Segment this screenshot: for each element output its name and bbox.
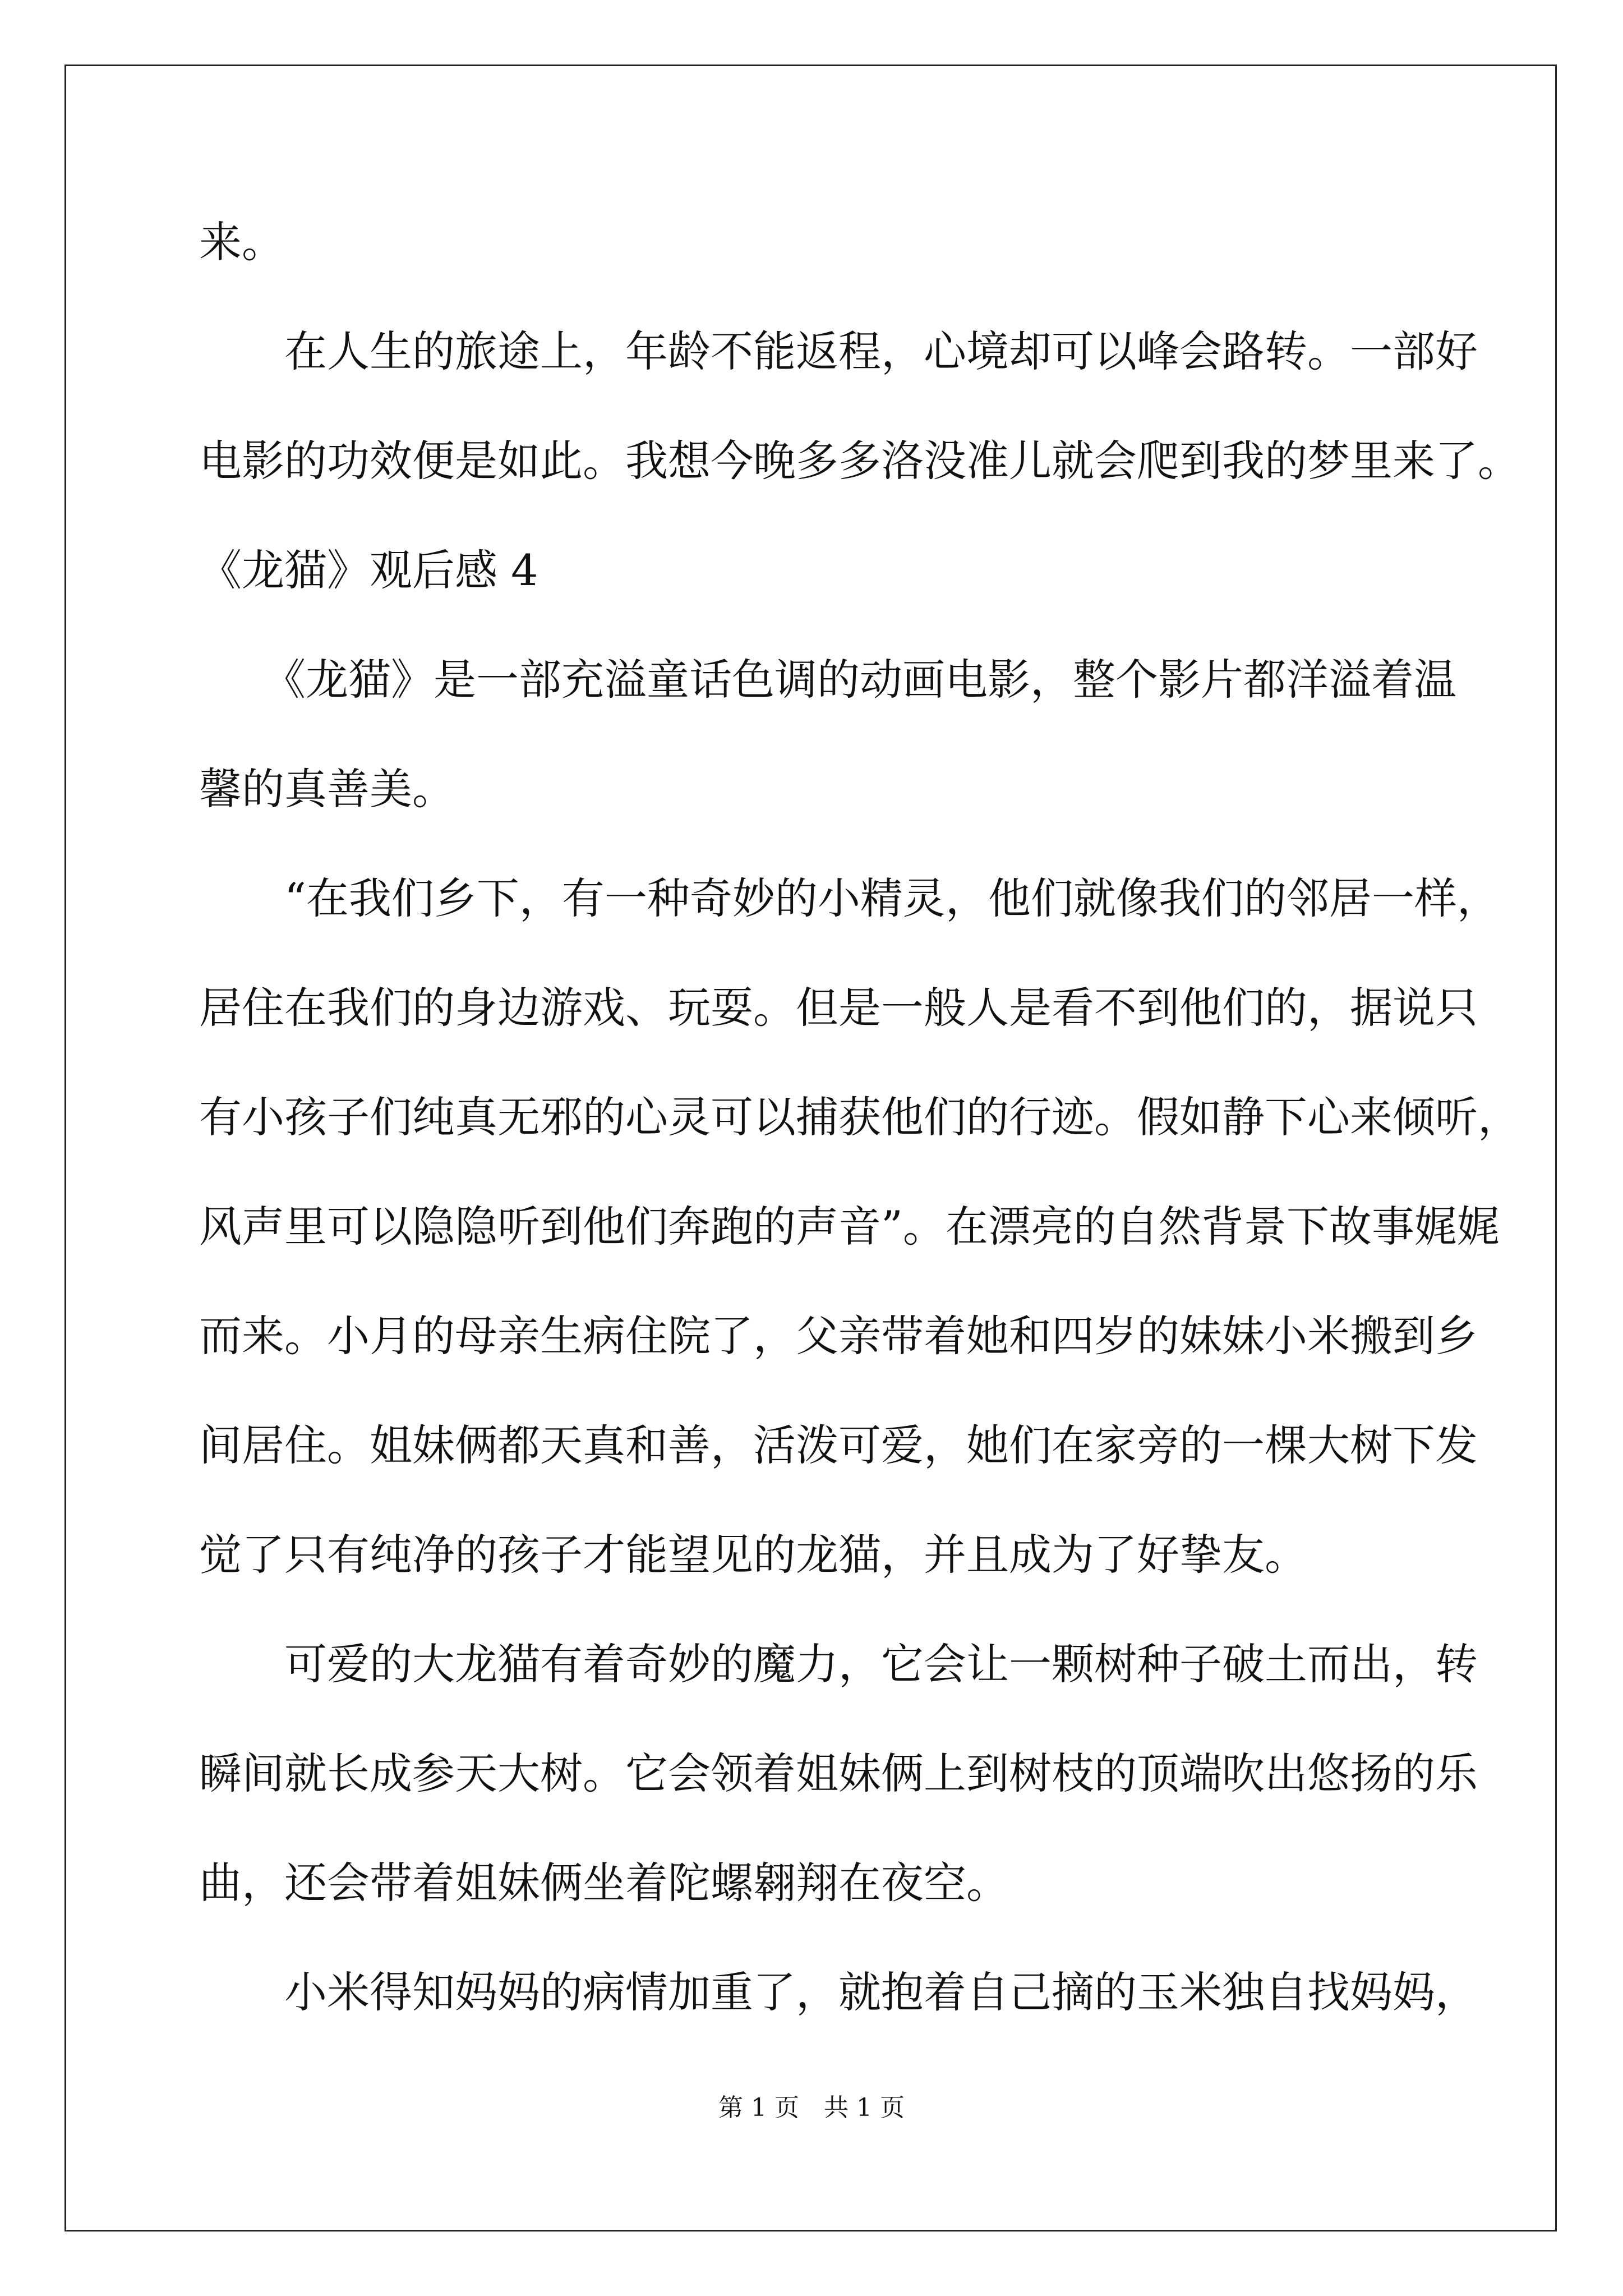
section-heading: 《龙猫》观后感 4 xyxy=(199,545,538,595)
text-line: 可爱的大龙猫有着奇妙的魔力，它会让一颗树种子破土而出，转 xyxy=(199,1639,1478,1689)
text-line: 而来。小月的母亲生病住院了，父亲带着她和四岁的妹妹小米搬到乡 xyxy=(199,1311,1478,1361)
text-line: 曲，还会带着姐妹俩坐着陀螺翱翔在夜空。 xyxy=(199,1858,1009,1908)
text-line: 馨的真善美。 xyxy=(199,764,455,814)
text-line: 在人生的旅途上，年龄不能返程，心境却可以峰会路转。一部好 xyxy=(199,326,1478,376)
page-footer: 第 1 页 共 1 页 xyxy=(718,2093,905,2122)
text-line: 《龙猫》是一部充溢童话色调的动画电影，整个影片都洋溢着温 xyxy=(199,655,1456,705)
text-line: 风声里可以隐隐听到他们奔跑的声音”。在漂亮的自然背景下故事娓娓 xyxy=(199,1202,1500,1251)
text-line: 瞬间就长成参天大树。它会领着姐妹俩上到树枝的顶端吹出悠扬的乐 xyxy=(199,1749,1478,1798)
text-line: 有小孩子们纯真无邪的心灵可以捕获他们的行迹。假如静下心来倾听， xyxy=(199,1092,1520,1142)
text-line: 居住在我们的身边游戏、玩耍。但是一般人是看不到他们的，据说只 xyxy=(199,983,1478,1033)
text-line: 间居住。姐妹俩都天真和善，活泼可爱，她们在家旁的一棵大树下发 xyxy=(199,1420,1478,1470)
text-line: “在我们乡下，有一种奇妙的小精灵，他们就像我们的邻居一样， xyxy=(199,873,1500,923)
text-line: 电影的功效便是如此。我想今晚多多洛没准儿就会爬到我的梦里来了。 xyxy=(199,436,1520,486)
text-line: 觉了只有纯净的孩子才能望见的龙猫，并且成为了好挚友。 xyxy=(199,1530,1307,1580)
text-line: 小米得知妈妈的病情加重了，就抱着自己摘的玉米独自找妈妈， xyxy=(199,1967,1478,2017)
text-line: 来。 xyxy=(199,217,284,267)
